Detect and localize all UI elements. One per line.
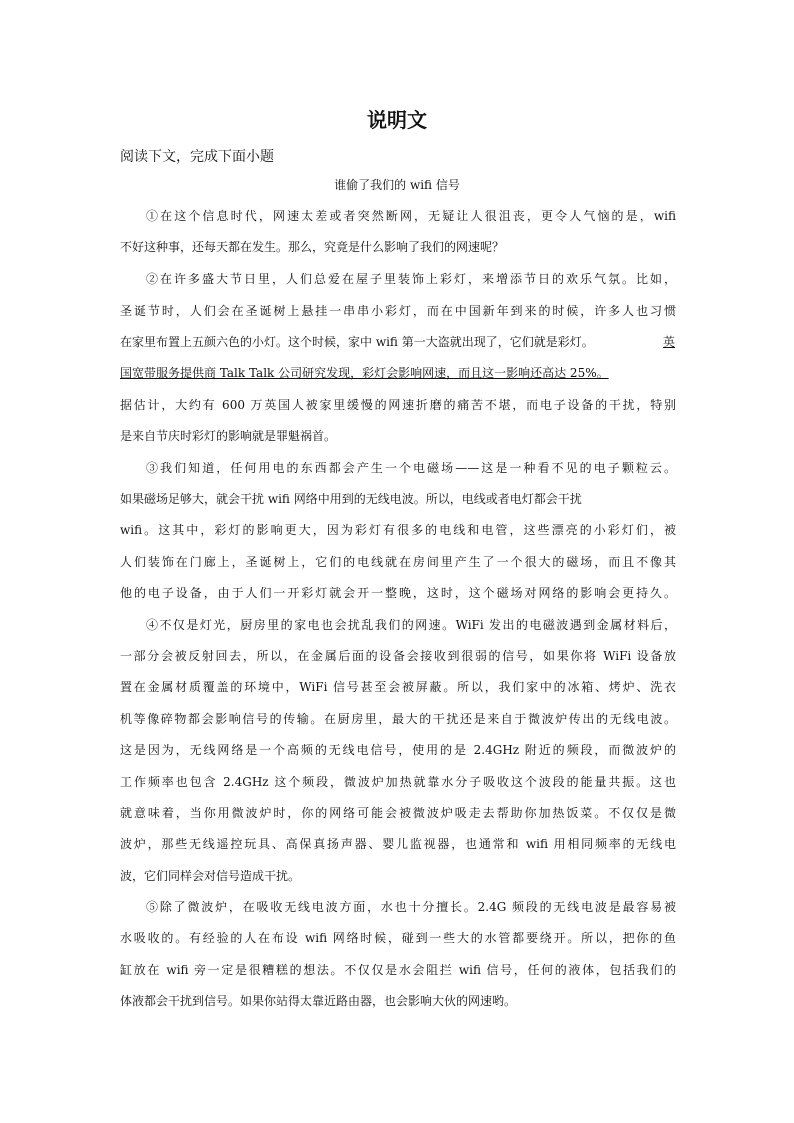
paragraph-4-line-1: ④不仅是灯光，厨房里的家电也会扰乱我们的网速。WiFi 发出的电磁波遇到金属材料后， xyxy=(146,618,676,632)
paragraph-3-line-2: 如果磁场足够大，就会干扰 wifi 网络中用到的无线电波。所以，电线或者电灯都会干扰 xyxy=(120,492,582,506)
paragraph-2-line-1: ②在许多盛大节日里，人们总爱在屋子里装饰上彩灯，来增添节日的欢乐气氛。比如， xyxy=(146,272,676,286)
paragraph-4-line-7: 就意味着，当你用微波炉时，你的网络可能会被微波炉吸走去帮助你加热饭菜。不仅仅是微 xyxy=(120,806,676,820)
paragraph-4-line-6: 工作频率也包含 2.4GHz 这个频段，微波炉加热就靠水分子吸收这个波段的能量共振。这也 xyxy=(120,775,676,789)
paragraph-2-line-5: 据估计，大约有 600 万英国人被家里缓慢的网速折磨的痛苦不堪，而电子设备的干扰，特别 xyxy=(120,398,676,412)
paragraph-5-line-4: 体液都会干扰到信号。如果你站得太靠近路由器，也会影响大伙的网速哟。 xyxy=(120,994,517,1008)
paragraph-4-line-4: 机等像碎物都会影响信号的传输。在厨房里，最大的干扰还是来自于微波炉传出的无线电波。 xyxy=(120,712,676,726)
paragraph-2-underlined-start: 英 xyxy=(663,335,676,349)
article-title: 谁偷了我们的 wifi 信号 xyxy=(334,178,460,192)
paragraph-2-line-2: 圣诞节时，人们会在圣诞树上悬挂一串串小彩灯，而在中国新年到来的时候，许多人也习惯 xyxy=(120,304,676,318)
paragraph-4-line-2: 一部分会被反射回去，所以，在金属后面的设备会接收到很弱的信号，如果你将 WiFi 设备放 xyxy=(120,649,676,663)
paragraph-2-line-6: 是来自节庆时彩灯的影响就是罪魁祸首。 xyxy=(120,429,337,443)
paragraph-5-line-2: 水吸收的。有经验的人在布设 wifi 网络时候，碰到一些大的水管都要绕开。所以，把你的鱼 xyxy=(120,931,676,945)
paragraph-4-line-9: 波，它们同样会对信号造成干扰。 xyxy=(120,869,301,883)
instruction-text: 阅读下文，完成下面小题 xyxy=(120,149,274,165)
paragraph-3-line-3: wifi。这其中，彩灯的影响更大，因为彩灯有很多的电线和电管，这些漂亮的小彩灯们，被 xyxy=(120,523,676,537)
paragraph-2-underlined-sentence: 国宽带服务提供商 Talk Talk 公司研究发现，彩灯会影响网速，而且这一影响还高达 25%。 xyxy=(120,366,609,380)
paragraph-4-line-8: 波炉，那些无线遥控玩具、高保真扬声器、婴儿监视器，也通常和 wifi 用相同频率的无线电 xyxy=(120,837,676,851)
paragraph-5-line-1: ⑤除了微波炉，在吸收无线电波方面，水也十分擅长。2.4G 频段的无线电波是最容易被 xyxy=(146,900,676,914)
paragraph-5-line-3: 缸放在 wifi 旁一定是很糟糕的想法。不仅仅是水会阻拦 wifi 信号，任何的液体，包括我们的 xyxy=(120,963,676,977)
paragraph-1-line-2: 不好这种事，还每天都在发生。那么，究竟是什么影响了我们的网速呢？ xyxy=(120,240,505,254)
page-title: 说明文 xyxy=(367,108,427,132)
paragraph-4-line-3: 置在金属材质覆盖的环境中，WiFi 信号甚至会被屏蔽。所以，我们家中的冰箱、烤炉、洗衣 xyxy=(120,680,676,694)
paragraph-3-line-5: 他的电子设备，由于人们一开彩灯就会开一整晚，这时，这个磁场对网络的影响会更持久。 xyxy=(120,586,676,600)
paragraph-3-line-1: ③我们知道，任何用电的东西都会产生一个电磁场——这是一种看不见的电子颗粒云。 xyxy=(146,461,676,475)
paragraph-3-line-4: 人们装饰在门廊上，圣诞树上，它们的电线就在房间里产生了一个很大的磁场，而且不像其 xyxy=(120,555,676,569)
paragraph-2-line-3: 在家里布置上五颜六色的小灯。这个时候，家中 wifi 第一大盗就出现了，它们就是彩灯。 xyxy=(120,335,594,349)
paragraph-1-line-1: ①在这个信息时代，网速太差或者突然断网，无疑让人很沮丧，更令人气恼的是，wifi xyxy=(146,209,676,223)
paragraph-4-line-5: 这是因为，无线网络是一个高频的无线电信号，使用的是 2.4GHz 附近的频段，而微波炉的 xyxy=(120,743,676,757)
